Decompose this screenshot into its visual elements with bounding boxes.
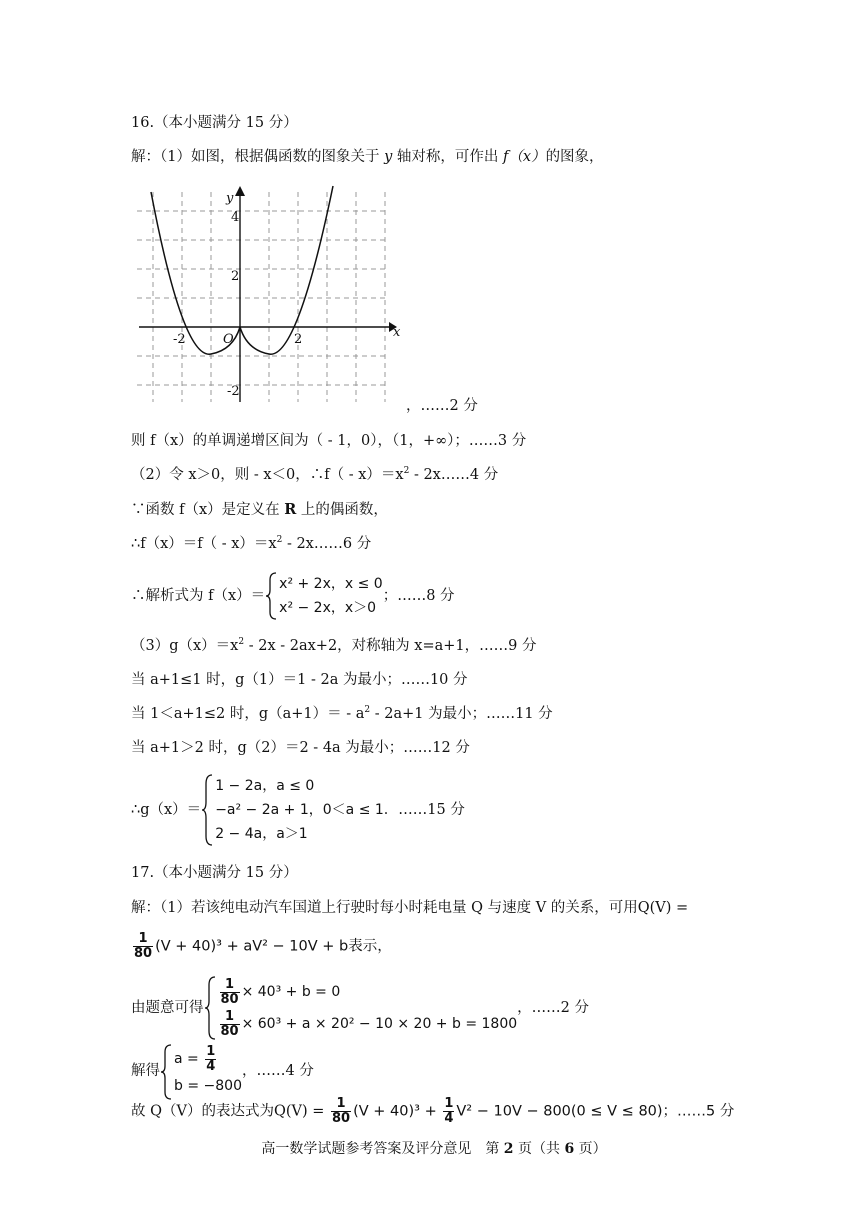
solution-row-1 (174, 1044, 242, 1074)
q17-line-1: 解：（1）若该纯电动汽车国道上行驶时每小时耗电量 Q 与速度 V 的关系，可用Q(V) = (131, 900, 689, 916)
piecewise-row-1: x² + 2x，x ≤ 0 (279, 576, 383, 592)
num: 1 (206, 1043, 216, 1059)
text: ∴解析式为 f（x）＝ (131, 588, 266, 604)
text: 页） (574, 1141, 607, 1157)
q17-title: 17.（本小题满分 15 分） (131, 865, 298, 881)
fraction-1-80 (331, 1097, 351, 1126)
den: 80 (332, 1111, 351, 1126)
x-axis-label: x (393, 325, 401, 340)
text: 解得 (131, 1063, 160, 1079)
sup: 2 (276, 535, 283, 545)
text: - 2x - 2ax+2，对称轴为 x=a+1，……9 分 (244, 638, 537, 654)
text: 轴对称，可作出 (392, 149, 504, 165)
text: ，……2 分 (517, 1000, 589, 1016)
page-footer (0, 1138, 868, 1158)
text: × 40³ + b = 0 (241, 984, 341, 1000)
text: 高一数学试题参考答案及评分意见 第 (261, 1141, 504, 1157)
sup: 2 (238, 637, 245, 647)
num: 1 (220, 1010, 240, 1025)
text: - 2x……4 分 (409, 467, 499, 483)
text: ∴f（x）＝f（ - x）＝x (131, 536, 277, 552)
brace-icon (160, 1044, 172, 1100)
q16-case-2 (131, 703, 553, 725)
q16-piecewise-line (131, 572, 455, 620)
text: ∴g（x）＝ (131, 802, 202, 818)
g-row-1: 1 − 2a，a ≤ 0 (215, 778, 315, 794)
text: f（x） (503, 149, 546, 165)
den: 80 (134, 946, 153, 961)
text: 由题意可得 (131, 1000, 204, 1016)
num: 1 (220, 978, 240, 993)
text: 当 1＜a+1≤2 时，g（a+1）＝ - a (131, 706, 365, 722)
sup: 2 (403, 466, 410, 476)
function-graph (133, 180, 403, 412)
score-2: ，……2 分 (406, 398, 478, 414)
q16-case-3: 当 a+1＞2 时，g（2）＝2 - 4a 为最小；……12 分 (131, 740, 470, 756)
g-row-3: 2 − 4a，a＞1 (215, 826, 308, 842)
num: 1 (133, 932, 153, 947)
q16-part1-line (131, 146, 604, 168)
system-row-1 (218, 976, 518, 1008)
q16-title: 16.（本小题满分 15 分） (131, 115, 298, 131)
text: 的图象， (545, 149, 604, 165)
text: - 2a+1 为最小；……11 分 (370, 706, 553, 722)
q16-part3-line (131, 635, 536, 657)
q17-system-line (131, 976, 589, 1040)
q16-fx-line (131, 533, 371, 555)
text: (V + 40)³ + (353, 1103, 442, 1120)
q16-g-piecewise-line (131, 774, 465, 846)
tick-y-minus2: -2 (227, 384, 240, 399)
text: × 60³ + a × 20² − 10 × 20 + b = 1800 (241, 1016, 518, 1032)
fraction-1-4 (443, 1097, 454, 1126)
text: V² − 10V − 800(0 ≤ V ≤ 80)；……5 分 (456, 1103, 735, 1120)
brace-icon (204, 976, 216, 1040)
page-number: 2 (503, 1141, 514, 1157)
text: 故 Q（V）的表达式为Q(V) = (131, 1103, 330, 1120)
text: ，……4 分 (241, 1063, 314, 1079)
system-row-2 (218, 1008, 518, 1040)
text: （2）令 x＞0，则 - x＜0，∴f（ - x）＝x (131, 467, 404, 483)
text: 上的偶函数， (296, 502, 388, 518)
num: 1 (331, 1097, 351, 1112)
den: 80 (220, 991, 239, 1007)
q17-expression-line (131, 1097, 734, 1126)
text: (V + 40)³ + aV² − 10V + b表示， (155, 938, 392, 955)
solution-row-2: b = −800 (174, 1078, 242, 1094)
tick-y-2: 2 (231, 269, 240, 284)
solution-system (160, 1044, 242, 1098)
fraction-1-80 (133, 932, 153, 961)
piecewise-g (201, 774, 384, 846)
sup: 2 (364, 705, 371, 715)
page-total: 6 (564, 1141, 575, 1157)
g-row-2: −a² − 2a + 1，0＜a ≤ 1 (215, 802, 384, 818)
text: 页（共 (513, 1141, 565, 1157)
q16-case-1: 当 a+1≤1 时，g（1）＝1 - 2a 为最小；……10 分 (131, 672, 468, 688)
brace-icon (265, 572, 277, 620)
text: - 2x……6 分 (282, 536, 372, 552)
q17-line-2 (131, 932, 392, 961)
text: ∵函数 f（x）是定义在 (131, 502, 285, 518)
tick-y-4: 4 (231, 210, 240, 225)
y-axis-label: y (226, 191, 234, 206)
equation-system (204, 976, 518, 1040)
text: 解：（1）如图，根据偶函数的图象关于 (131, 149, 385, 165)
text: ；……8 分 (382, 588, 455, 604)
text: ．……15 分 (383, 802, 465, 818)
text: y (384, 149, 393, 165)
q16-increasing-intervals: 则 f（x）的单调递增区间为（ - 1，0），（1，+∞）；……3 分 (131, 433, 527, 449)
q17-solution-line (131, 1044, 314, 1098)
text: （3）g（x）＝x (131, 638, 239, 654)
brace-icon (201, 774, 213, 846)
piecewise-f (265, 572, 383, 620)
den: 4 (444, 1111, 454, 1126)
origin-label: O (223, 332, 234, 347)
tick-x-minus2: -2 (173, 332, 186, 347)
den: 4 (206, 1058, 216, 1074)
curve-left (151, 192, 240, 354)
num: 1 (444, 1096, 454, 1111)
q16-even-line (131, 499, 388, 521)
piecewise-row-2: x² − 2x，x＞0 (279, 600, 377, 616)
text: a = (174, 1051, 204, 1067)
tick-x-2: 2 (294, 332, 303, 347)
y-axis-arrow (235, 186, 245, 196)
den: 80 (220, 1023, 239, 1039)
q16-part2-line (131, 464, 498, 486)
text: R (284, 501, 297, 518)
